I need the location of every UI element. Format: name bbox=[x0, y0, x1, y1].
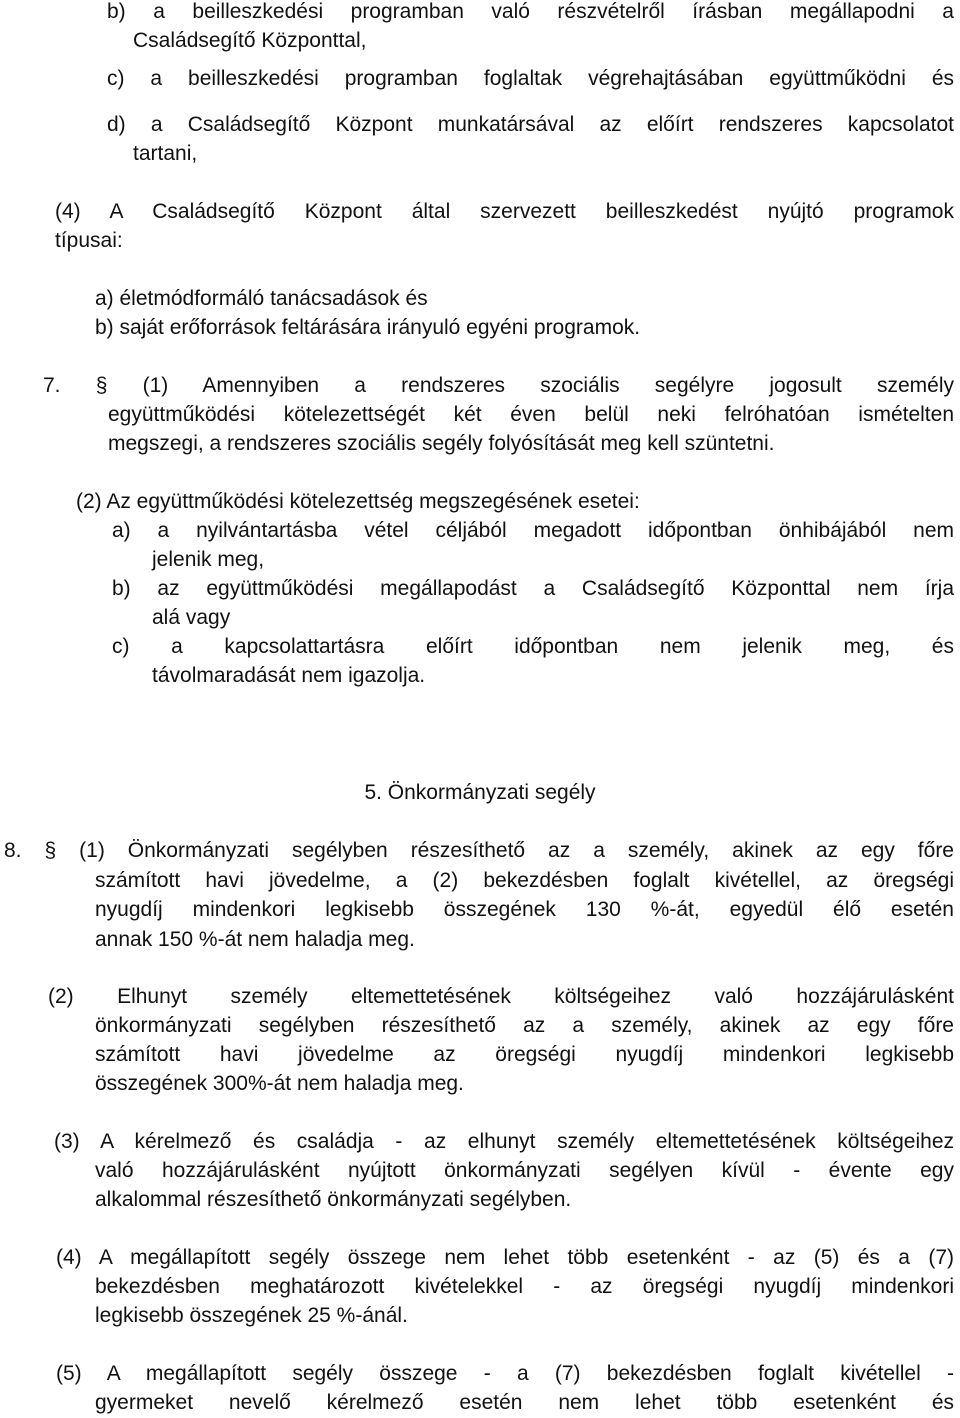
section-7-p2-intro: (2) Az együttműködési kötelezettség megszegésének esetei: bbox=[76, 490, 640, 513]
list-item-d-line2: tartani, bbox=[133, 142, 198, 165]
section-8-p3-line2: való hozzájárulásként nyújtott önkormányzati segélyen kívül - évente egy bbox=[95, 1159, 954, 1182]
section-8-p3-line3: alkalommal részesíthető önkormányzati segélyben. bbox=[95, 1188, 572, 1211]
paragraph-4-item-a: a) életmódformáló tanácsadások és bbox=[95, 287, 428, 310]
section-7-p2-item-c-line2: távolmaradását nem igazolja. bbox=[152, 664, 426, 687]
list-item-b-line2: Családsegítő Központtal, bbox=[133, 29, 367, 52]
section-7-p2-item-a-line2: jelenik meg, bbox=[152, 548, 265, 571]
section-7-p2-item-b-line2: alá vagy bbox=[152, 606, 231, 629]
section-7-p1-line2: együttműködési kötelezettségét két éven belül neki felróhatóan ismételten bbox=[108, 403, 954, 426]
section-7-p1-line3: megszegi, a rendszeres szociális segély folyósítását meg kell szüntetni. bbox=[108, 432, 775, 455]
section-8-p1-line3: nyugdíj mindenkori legkisebb összegének 130 %-át, egyedül élő esetén bbox=[95, 898, 954, 921]
section-7-p1-line1: 7. § (1) Amennyiben a rendszeres szociális segélyre jogosult személy bbox=[43, 374, 954, 397]
section-8-p2-line3: számított havi jövedelme az öregségi nyugdíj mindenkori legkisebb bbox=[95, 1043, 954, 1066]
section-7-p2-item-c-line1: c) a kapcsolattartásra előírt időpontban nem jelenik meg, és bbox=[112, 635, 954, 658]
section-8-p2-line2: önkormányzati segélyben részesíthető az a személy, akinek az egy főre bbox=[95, 1014, 954, 1037]
section-8-p2-line4: összegének 300%-át nem haladja meg. bbox=[95, 1072, 464, 1095]
section-8-p1-line2: számított havi jövedelme, a (2) bekezdésben foglalt kivétellel, az öregségi bbox=[95, 869, 954, 892]
list-item-b-line1: b) a beilleszkedési programban való részvételről írásban megállapodni a bbox=[107, 0, 954, 23]
section-8-p4-line2: bekezdésben meghatározott kivételekkel - az öregségi nyugdíj mindenkori bbox=[95, 1275, 954, 1298]
section-heading: 5. Önkormányzati segély bbox=[364, 781, 596, 804]
section-8-p1-line4: annak 150 %-át nem haladja meg. bbox=[95, 928, 415, 951]
paragraph-4-item-b: b) saját erőforrások feltárására irányuló egyéni programok. bbox=[95, 316, 641, 339]
paragraph-4-line1: (4) A Családsegítő Központ által szervezett beilleszkedést nyújtó programok bbox=[55, 200, 954, 223]
section-8-p5-line1: (5) A megállapított segély összege - a (7) bekezdésben foglalt kivétellel - bbox=[56, 1362, 954, 1385]
section-8-p5-line2: gyermeket nevelő kérelmező esetén nem lehet több esetenként és bbox=[95, 1391, 954, 1414]
section-8-p1-line1: 8. § (1) Önkormányzati segélyben részesíthető az a személy, akinek az egy főre bbox=[4, 839, 954, 862]
paragraph-4-line2: típusai: bbox=[55, 229, 123, 252]
section-8-p4-line1: (4) A megállapított segély összege nem lehet több esetenként - az (5) és a (7) bbox=[56, 1246, 954, 1269]
list-item-d-line1: d) a Családsegítő Központ munkatársával az előírt rendszeres kapcsolatot bbox=[107, 113, 954, 136]
section-8-p4-line3: legkisebb összegének 25 %-ánál. bbox=[95, 1304, 408, 1327]
list-item-c: c) a beilleszkedési programban foglaltak végrehajtásában együttműködni és bbox=[107, 67, 954, 90]
section-7-p2-item-a-line1: a) a nyilvántartásba vétel céljából megadott időpontban önhibájából nem bbox=[112, 519, 954, 542]
section-8-p3-line1: (3) A kérelmező és családja - az elhunyt személy eltemettetésének költségeihez bbox=[54, 1130, 954, 1153]
section-7-p2-item-b-line1: b) az együttműködési megállapodást a Családsegítő Központtal nem írja bbox=[112, 577, 954, 600]
section-8-p2-line1: (2) Elhunyt személy eltemettetésének költségeihez való hozzájárulásként bbox=[48, 985, 954, 1008]
